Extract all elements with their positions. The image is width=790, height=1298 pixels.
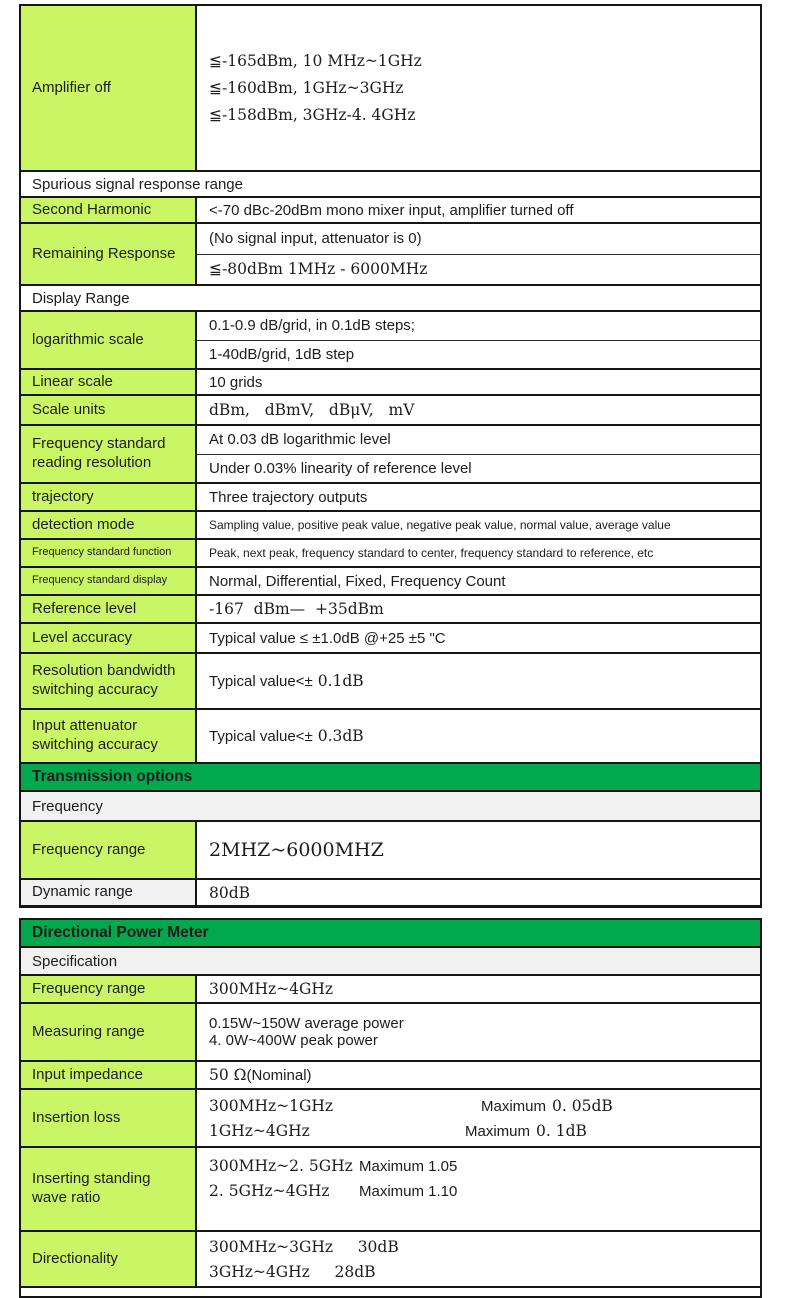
- row-frequency-reading-resolution: [21, 424, 760, 482]
- directionality-line-2: 3GHz~4GHz 28dB: [209, 1262, 376, 1281]
- row-detection-mode: [21, 510, 760, 538]
- insertion-loss-band-1: 300MHz~1GHz: [209, 1096, 334, 1115]
- row-value: [197, 1062, 760, 1088]
- row-remaining-response: [21, 222, 760, 284]
- row-level-accuracy: [21, 622, 760, 652]
- reading-resolution-line-2: Under 0.03% linearity of reference level: [197, 454, 760, 483]
- row-label: Input attenuator switching accuracy: [21, 710, 197, 762]
- row-value: [197, 224, 760, 284]
- row-value: [197, 1090, 760, 1146]
- reading-resolution-line-1: At 0.03 dB logarithmic level: [209, 431, 391, 449]
- row-value: [197, 710, 760, 762]
- row-value: [197, 1004, 760, 1060]
- impedance-note: (Nominal): [246, 1067, 312, 1084]
- insertion-loss-max-value-1: 0. 05dB: [552, 1096, 613, 1115]
- row-value: [197, 426, 760, 482]
- row-value: 10 grids: [209, 373, 263, 391]
- row-measuring-range: [21, 1002, 760, 1060]
- directional-power-meter-table: [19, 918, 762, 1298]
- row-value: dBm, dBmV, dBμV, mV: [209, 401, 415, 419]
- row-value: Sampling value, positive peak value, negative peak value, normal value, average value: [209, 518, 671, 532]
- section-header: Directional Power Meter: [21, 920, 760, 946]
- row-value: 80dB: [209, 883, 251, 902]
- row-label: Resolution bandwidth switching accuracy: [21, 654, 197, 708]
- log-scale-line-2: 1-40dB/grid, 1dB step: [197, 340, 760, 369]
- insertion-loss-max-label-2: Maximum: [465, 1122, 531, 1140]
- row-label: Insertion loss: [21, 1090, 197, 1146]
- row-value: <-70 dBc-20dBm mono mixer input, amplifier turned off: [209, 201, 574, 219]
- row-insertion-loss: [21, 1088, 760, 1146]
- row-linear-scale: [21, 368, 760, 394]
- amplifier-off-line-3: ≦-158dBm, 3GHz-4. 4GHz: [209, 106, 416, 124]
- row-rbw-switching-accuracy: [21, 652, 760, 708]
- swr-band-1: 300MHz~2. 5GHz: [209, 1156, 353, 1175]
- insertion-loss-max-label-1: Maximum: [481, 1097, 547, 1115]
- row-trajectory: [21, 482, 760, 510]
- row-value: Peak, next peak, frequency standard to center, frequency standard to reference, etc: [209, 546, 654, 560]
- row-label: Linear scale: [21, 370, 197, 394]
- row-dpm-header: [21, 920, 760, 946]
- measuring-range-line-1: 0.15W~150W average power: [209, 1015, 404, 1032]
- row-value: -167 dBm— +35dBm: [209, 600, 384, 618]
- row-spurious-header: [21, 170, 760, 196]
- row-label: Scale units: [21, 396, 197, 424]
- row-transmission-options-header: [21, 762, 760, 790]
- row-directionality: [21, 1230, 760, 1286]
- value-prefix: Typical value<±: [209, 728, 313, 745]
- section-subheader: Spurious signal response range: [32, 175, 243, 193]
- log-scale-line-1: 0.1-0.9 dB/grid, in 0.1dB steps;: [209, 317, 415, 335]
- row-input-impedance: [21, 1060, 760, 1088]
- row-value: [197, 654, 760, 708]
- row-label: Dynamic range: [21, 880, 197, 905]
- insertion-loss-band-2: 1GHz~4GHz: [209, 1121, 310, 1140]
- row-label: Input impedance: [21, 1062, 197, 1088]
- row-specification-subheader: [21, 946, 760, 974]
- row-value: 300MHz~4GHz: [209, 980, 334, 998]
- amplifier-off-line-2: ≦-160dBm, 1GHz~3GHz: [209, 79, 404, 97]
- row-cutoff: [21, 1286, 760, 1296]
- swr-max-2: Maximum 1.10: [359, 1182, 458, 1200]
- row-frequency-standard-display: [21, 566, 760, 594]
- row-label: Reference level: [21, 596, 197, 622]
- row-value: 2MHZ~6000MHZ: [209, 839, 384, 861]
- section-subheader: Specification: [21, 948, 760, 974]
- row-value: [197, 1148, 760, 1230]
- row-scale-units: [21, 394, 760, 424]
- row-label: Second Harmonic: [21, 198, 197, 222]
- value-number: 0.3dB: [317, 727, 364, 745]
- row-label: Inserting standing wave ratio: [21, 1148, 197, 1230]
- row-value: [197, 1232, 760, 1286]
- value-number: 0.1dB: [317, 672, 364, 690]
- row-label: Measuring range: [21, 1004, 197, 1060]
- remaining-response-note: (No signal input, attenuator is 0): [209, 230, 422, 248]
- row-reference-level: [21, 594, 760, 622]
- row-value: [197, 312, 760, 368]
- row-label: trajectory: [21, 484, 197, 510]
- row-logarithmic-scale: [21, 310, 760, 368]
- row-label: Remaining Response: [21, 224, 197, 284]
- row-dynamic-range: [21, 878, 760, 905]
- impedance-value: 50 Ω: [209, 1066, 247, 1084]
- row-attenuator-switching-accuracy: [21, 708, 760, 762]
- section-subheader: Display Range: [32, 289, 130, 307]
- remaining-response-spec: ≦-80dBm 1MHz - 6000MHz: [197, 254, 760, 285]
- row-transmission-frequency-range: [21, 820, 760, 878]
- table-gap: [19, 908, 762, 918]
- row-frequency-subheader: [21, 790, 760, 820]
- row-value: Typical value ≤ ±1.0dB @+25 ±5 "C: [209, 629, 446, 647]
- row-label: Frequency standard function: [21, 540, 197, 566]
- value-prefix: Typical value<±: [209, 673, 313, 690]
- row-dpm-frequency-range: [21, 974, 760, 1002]
- row-display-range-header: [21, 284, 760, 310]
- row-label: logarithmic scale: [21, 312, 197, 368]
- row-value: Three trajectory outputs: [209, 488, 368, 506]
- insertion-loss-max-value-2: 0. 1dB: [536, 1121, 587, 1140]
- row-value: Normal, Differential, Fixed, Frequency Count: [209, 572, 506, 590]
- row-value: [197, 6, 760, 170]
- row-amplifier-off: [21, 6, 760, 170]
- row-label: Level accuracy: [21, 624, 197, 652]
- measuring-range-line-2: 4. 0W~400W peak power: [209, 1032, 378, 1049]
- row-label: Directionality: [21, 1232, 197, 1286]
- row-label: Frequency standard display: [21, 568, 197, 594]
- row-label: Frequency range: [21, 822, 197, 878]
- section-subheader: Frequency: [21, 792, 760, 820]
- row-label: detection mode: [21, 512, 197, 538]
- spec-table: [19, 4, 762, 908]
- directionality-line-1: 300MHz~3GHz 30dB: [209, 1237, 399, 1256]
- row-standing-wave-ratio: [21, 1146, 760, 1230]
- amplifier-off-line-1: ≦-165dBm, 10 MHz~1GHz: [209, 52, 422, 70]
- section-header: Transmission options: [21, 764, 760, 790]
- row-frequency-standard-function: [21, 538, 760, 566]
- row-label: Amplifier off: [21, 6, 197, 170]
- swr-band-2: 2. 5GHz~4GHz: [209, 1181, 330, 1200]
- row-label: Frequency range: [21, 976, 197, 1002]
- row-label: Frequency standard reading resolution: [21, 426, 197, 482]
- swr-max-1: Maximum 1.05: [359, 1157, 458, 1175]
- row-second-harmonic: [21, 196, 760, 222]
